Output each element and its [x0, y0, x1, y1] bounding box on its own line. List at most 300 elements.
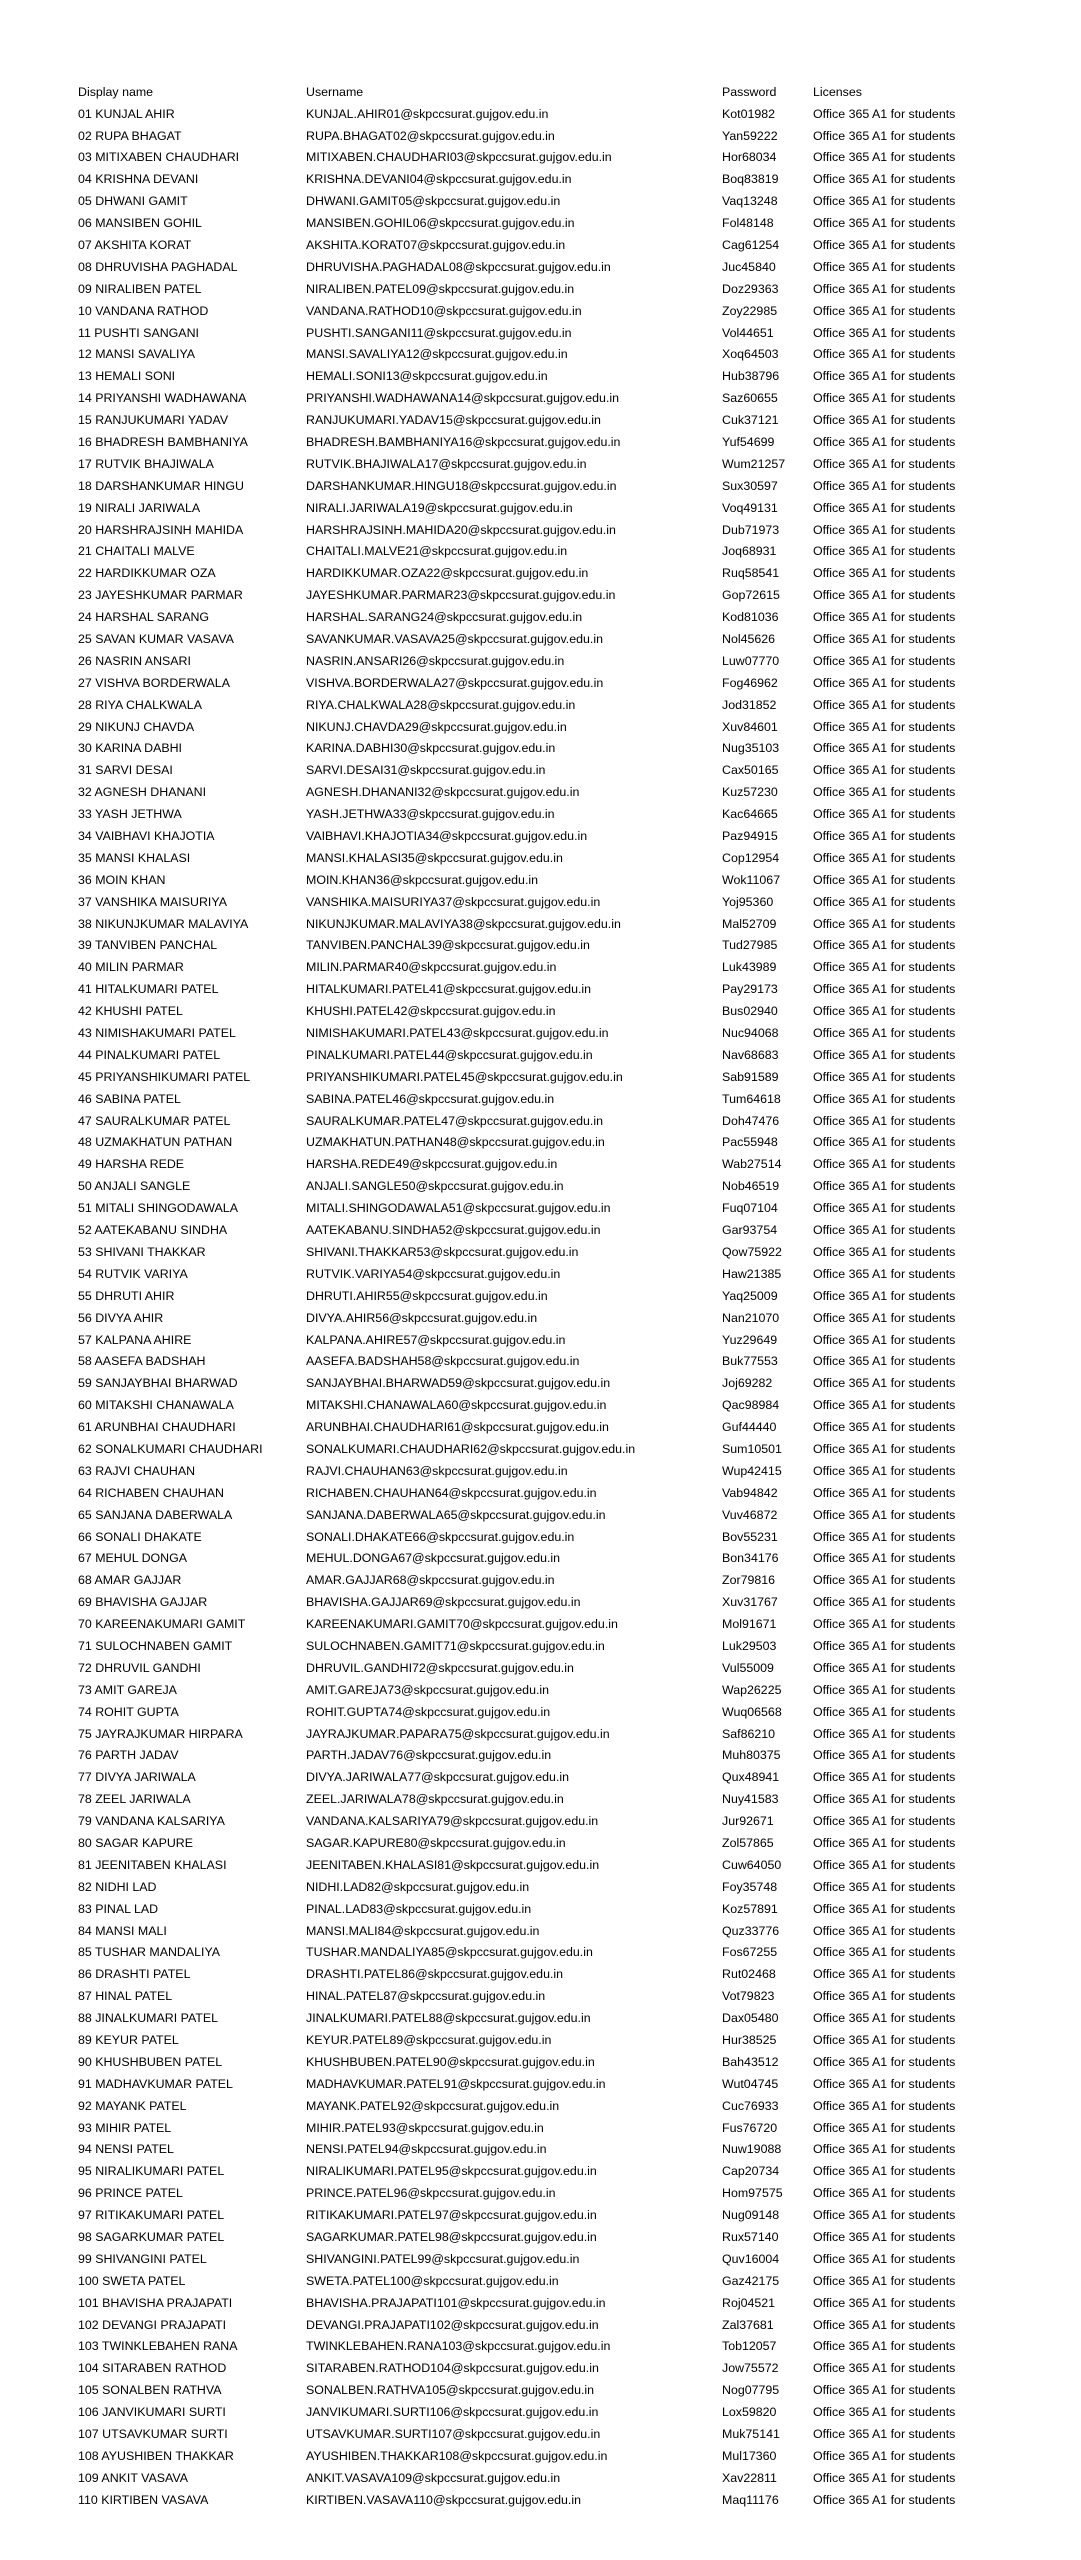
password-cell: Luk29503	[722, 1638, 777, 1653]
display-name-cell: 82 NIDHI LAD	[78, 1879, 157, 1894]
table-row	[78, 891, 1013, 913]
table-row	[78, 519, 1013, 541]
table-row	[78, 1285, 1013, 1307]
password-cell: Hub38796	[722, 369, 780, 384]
table-row	[78, 2292, 1013, 2314]
password-cell: Vuv46872	[722, 1507, 778, 1522]
table-row	[78, 1219, 1013, 1241]
table-row	[78, 1438, 1013, 1460]
password-cell: Bus02940	[722, 1004, 778, 1019]
password-cell: Wup42415	[722, 1463, 782, 1478]
display-name-cell: 56 DIVYA AHIR	[78, 1310, 164, 1325]
password-cell: Nuc94068	[722, 1026, 779, 1041]
password-cell: Fus76720	[722, 2120, 778, 2135]
display-name-cell: 67 MEHUL DONGA	[78, 1551, 188, 1566]
username-cell: MIHIR.PATEL93@skpccsurat.gujgov.edu.in	[306, 2120, 544, 2135]
license-cell: Office 365 A1 for students	[813, 850, 956, 865]
license-cell: Office 365 A1 for students	[813, 610, 956, 625]
display-name-cell: 43 NIMISHAKUMARI PATEL	[78, 1026, 236, 1041]
table-row	[78, 1701, 1013, 1723]
password-cell: Pac55948	[722, 1135, 778, 1150]
username-cell: MANSI.SAVALIYA12@skpccsurat.gujgov.edu.in	[306, 347, 568, 362]
license-cell: Office 365 A1 for students	[813, 237, 956, 252]
display-name-cell: 13 HEMALI SONI	[78, 369, 176, 384]
display-name-cell: 61 ARUNBHAI CHAUDHARI	[78, 1420, 236, 1435]
table-row	[78, 2489, 1013, 2511]
password-cell: Cax50165	[722, 763, 779, 778]
username-cell: TANVIBEN.PANCHAL39@skpccsurat.gujgov.edu.in	[306, 938, 590, 953]
username-cell: TUSHAR.MANDALIYA85@skpccsurat.gujgov.edu.in	[306, 1945, 593, 1960]
password-cell: Fog46962	[722, 675, 778, 690]
username-cell: AGNESH.DHANANI32@skpccsurat.gujgov.edu.in	[306, 785, 580, 800]
password-cell: Juc45840	[722, 259, 776, 274]
table-row	[78, 760, 1013, 782]
license-cell: Office 365 A1 for students	[813, 566, 956, 581]
table-row	[78, 497, 1013, 519]
license-cell: Office 365 A1 for students	[813, 478, 956, 493]
table-row	[78, 2204, 1013, 2226]
display-name-cell: 86 DRASHTI PATEL	[78, 1967, 191, 1982]
password-cell: Lox59820	[722, 2405, 777, 2420]
display-name-cell: 84 MANSI MALI	[78, 1923, 167, 1938]
display-name-cell: 41 HITALKUMARI PATEL	[78, 982, 219, 997]
password-cell: Nan21070	[722, 1310, 780, 1325]
license-cell: Office 365 A1 for students	[813, 2076, 956, 2091]
password-cell: Kac64665	[722, 807, 778, 822]
display-name-cell: 103 TWINKLEBAHEN RANA	[78, 2339, 238, 2354]
username-cell: JAYESHKUMAR.PARMAR23@skpccsurat.gujgov.edu.in	[306, 588, 616, 603]
display-name-cell: 98 SAGARKUMAR PATEL	[78, 2230, 225, 2245]
license-cell: Office 365 A1 for students	[813, 1179, 956, 1194]
display-name-cell: 26 NASRIN ANSARI	[78, 653, 191, 668]
license-cell: Office 365 A1 for students	[813, 1792, 956, 1807]
username-cell: DEVANGI.PRAJAPATI102@skpccsurat.gujgov.edu.in	[306, 2317, 599, 2332]
table-row	[78, 169, 1013, 191]
display-name-cell: 72 DHRUVIL GANDHI	[78, 1660, 201, 1675]
password-cell: Nuw19088	[722, 2142, 782, 2157]
table-row	[78, 366, 1013, 388]
license-cell: Office 365 A1 for students	[813, 763, 956, 778]
username-cell: RAJVI.CHAUHAN63@skpccsurat.gujgov.edu.in	[306, 1463, 568, 1478]
license-cell: Office 365 A1 for students	[813, 1638, 956, 1653]
username-cell: ROHIT.GUPTA74@skpccsurat.gujgov.edu.in	[306, 1704, 551, 1719]
display-name-cell: 19 NIRALI JARIWALA	[78, 500, 201, 515]
license-cell: Office 365 A1 for students	[813, 1989, 956, 2004]
display-name-cell: 14 PRIYANSHI WADHAWANA	[78, 391, 247, 406]
table-row	[78, 2270, 1013, 2292]
display-name-cell: 22 HARDIKKUMAR OZA	[78, 566, 216, 581]
password-cell: Jow75572	[722, 2361, 779, 2376]
table-row	[78, 322, 1013, 344]
license-cell: Office 365 A1 for students	[813, 2470, 956, 2485]
license-cell: Office 365 A1 for students	[813, 697, 956, 712]
display-name-cell: 01 KUNJAL AHIR	[78, 106, 175, 121]
username-cell: SAGARKUMAR.PATEL98@skpccsurat.gujgov.edu.in	[306, 2230, 597, 2245]
table-row	[78, 1876, 1013, 1898]
table-row	[78, 2380, 1013, 2402]
license-cell: Office 365 A1 for students	[813, 938, 956, 953]
password-cell: Mul17360	[722, 2448, 777, 2463]
license-cell: Office 365 A1 for students	[813, 1923, 956, 1938]
password-cell: Nav68683	[722, 1047, 779, 1062]
display-name-cell: 36 MOIN KHAN	[78, 872, 166, 887]
password-cell: Vot79823	[722, 1989, 775, 2004]
license-cell: Office 365 A1 for students	[813, 1814, 956, 1829]
license-cell: Office 365 A1 for students	[813, 1047, 956, 1062]
password-cell: Vaq13248	[722, 194, 778, 209]
username-cell: MADHAVKUMAR.PATEL91@skpccsurat.gujgov.edu.in	[306, 2076, 606, 2091]
username-cell: CHAITALI.MALVE21@skpccsurat.gujgov.edu.in	[306, 544, 568, 559]
display-name-cell: 15 RANJUKUMARI YADAV	[78, 413, 229, 428]
password-cell: Tob12057	[722, 2339, 777, 2354]
table-row	[78, 2445, 1013, 2467]
table-row	[78, 2073, 1013, 2095]
password-cell: Muk75141	[722, 2427, 780, 2442]
password-cell: Vul55009	[722, 1660, 774, 1675]
license-cell: Office 365 A1 for students	[813, 1507, 956, 1522]
license-cell: Office 365 A1 for students	[813, 1201, 956, 1216]
license-cell: Office 365 A1 for students	[813, 544, 956, 559]
password-cell: Saf86210	[722, 1726, 776, 1741]
display-name-cell: 79 VANDANA KALSARIYA	[78, 1814, 225, 1829]
display-name-cell: 24 HARSHAL SARANG	[78, 610, 210, 625]
username-cell: DARSHANKUMAR.HINGU18@skpccsurat.gujgov.edu.in	[306, 478, 617, 493]
display-name-cell: 99 SHIVANGINI PATEL	[78, 2251, 207, 2266]
license-cell: Office 365 A1 for students	[813, 194, 956, 209]
display-name-cell: 31 SARVI DESAI	[78, 763, 173, 778]
password-cell: Cop12954	[722, 850, 780, 865]
password-cell: Cag61254	[722, 237, 780, 252]
display-name-cell: 34 VAIBHAVI KHAJOTIA	[78, 829, 215, 844]
license-cell: Office 365 A1 for students	[813, 369, 956, 384]
license-cell: Office 365 A1 for students	[813, 1748, 956, 1763]
display-name-cell: 50 ANJALI SANGLE	[78, 1179, 191, 1194]
password-cell: Buk77553	[722, 1354, 778, 1369]
license-cell: Office 365 A1 for students	[813, 2251, 956, 2266]
license-cell: Office 365 A1 for students	[813, 894, 956, 909]
username-cell: VANSHIKA.MAISURIYA37@skpccsurat.gujgov.edu.in	[306, 894, 601, 909]
display-name-cell: 93 MIHIR PATEL	[78, 2120, 172, 2135]
password-cell: Doz29363	[722, 281, 779, 296]
table-row	[78, 2423, 1013, 2445]
table-row	[78, 563, 1013, 585]
display-name-cell: 81 JEENITABEN KHALASI	[78, 1857, 227, 1872]
license-cell: Office 365 A1 for students	[813, 982, 956, 997]
display-name-cell: 89 KEYUR PATEL	[78, 2033, 179, 2047]
password-cell: Gar93754	[722, 1223, 778, 1238]
license-cell: Office 365 A1 for students	[813, 741, 956, 756]
display-name-cell: 37 VANSHIKA MAISURIYA	[78, 894, 227, 909]
password-cell: Hur38525	[722, 2033, 777, 2047]
display-name-cell: 85 TUSHAR MANDALIYA	[78, 1945, 221, 1960]
license-cell: Office 365 A1 for students	[813, 1069, 956, 1084]
username-cell: NIDHI.LAD82@skpccsurat.gujgov.edu.in	[306, 1879, 530, 1894]
table-row	[78, 694, 1013, 716]
table-row	[78, 2051, 1013, 2073]
display-name-cell: 48 UZMAKHATUN PATHAN	[78, 1135, 233, 1150]
display-name-cell: 52 AATEKABANU SINDHA	[78, 1223, 228, 1238]
password-cell: Nug09148	[722, 2208, 780, 2223]
table-row	[78, 1898, 1013, 1920]
password-cell: Xav22811	[722, 2470, 777, 2485]
license-cell: Office 365 A1 for students	[813, 172, 956, 187]
table-row	[78, 913, 1013, 935]
display-name-cell: 02 RUPA BHAGAT	[78, 128, 182, 143]
table-row	[78, 584, 1013, 606]
username-cell: PINAL.LAD83@skpccsurat.gujgov.edu.in	[306, 1901, 532, 1916]
table-row	[78, 650, 1013, 672]
header-row	[78, 81, 1013, 103]
display-name-cell: 90 KHUSHBUBEN PATEL	[78, 2054, 223, 2069]
username-cell: KIRTIBEN.VASAVA110@skpccsurat.gujgov.edu.in	[306, 2492, 581, 2507]
license-cell: Office 365 A1 for students	[813, 1332, 956, 1347]
table-row	[78, 1132, 1013, 1154]
license-cell: Office 365 A1 for students	[813, 391, 956, 406]
password-cell: Voq49131	[722, 500, 778, 515]
table-row	[78, 1066, 1013, 1088]
username-cell: PRIYANSHI.WADHAWANA14@skpccsurat.gujgov.edu.in	[306, 391, 620, 406]
table-row	[78, 387, 1013, 409]
display-name-cell: 101 BHAVISHA PRAJAPATI	[78, 2295, 233, 2310]
table-row	[78, 125, 1013, 147]
username-cell: BHAVISHA.GAJJAR69@skpccsurat.gujgov.edu.in	[306, 1595, 581, 1610]
table-row	[78, 1613, 1013, 1635]
table-row	[78, 957, 1013, 979]
licenses-header: Licenses	[813, 84, 862, 99]
license-cell: Office 365 A1 for students	[813, 413, 956, 428]
table-row	[78, 103, 1013, 125]
table-row	[78, 869, 1013, 891]
display-name-cell: 44 PINALKUMARI PATEL	[78, 1047, 221, 1062]
display-name-cell: 73 AMIT GAREJA	[78, 1682, 177, 1697]
display-name-cell: 94 NENSI PATEL	[78, 2142, 174, 2157]
table-row	[78, 1416, 1013, 1438]
display-name-cell: 20 HARSHRAJSINH MAHIDA	[78, 522, 244, 537]
password-cell: Qux48941	[722, 1770, 780, 1785]
display-name-cell: 42 KHUSHI PATEL	[78, 1004, 183, 1019]
license-cell: Office 365 A1 for students	[813, 1244, 956, 1259]
password-cell: Nol45626	[722, 632, 776, 646]
display-name-cell: 62 SONALKUMARI CHAUDHARI	[78, 1441, 263, 1456]
display-name-cell: 06 MANSIBEN GOHIL	[78, 216, 202, 231]
table-row	[78, 2314, 1013, 2336]
license-cell: Office 365 A1 for students	[813, 2011, 956, 2026]
license-cell: Office 365 A1 for students	[813, 2230, 956, 2245]
display-name-cell: 91 MADHAVKUMAR PATEL	[78, 2076, 233, 2091]
username-cell: MANSI.MALI84@skpccsurat.gujgov.edu.in	[306, 1923, 540, 1938]
password-cell: Zoy22985	[722, 303, 778, 318]
password-cell: Wut04745	[722, 2076, 779, 2091]
username-cell: RICHABEN.CHAUHAN64@skpccsurat.gujgov.edu.in	[306, 1485, 597, 1500]
password-cell: Roj04521	[722, 2295, 776, 2310]
license-cell: Office 365 A1 for students	[813, 632, 956, 646]
password-cell: Boq83819	[722, 172, 779, 187]
username-cell: ARUNBHAI.CHAUDHARI61@skpccsurat.gujgov.edu.in	[306, 1420, 609, 1435]
table-row	[78, 606, 1013, 628]
license-cell: Office 365 A1 for students	[813, 960, 956, 975]
display-name-cell: 74 ROHIT GUPTA	[78, 1704, 179, 1719]
password-cell: Kuz57230	[722, 785, 778, 800]
username-cell: MANSIBEN.GOHIL06@skpccsurat.gujgov.edu.in	[306, 216, 575, 231]
password-cell: Wab27514	[722, 1157, 782, 1172]
display-name-cell: 78 ZEEL JARIWALA	[78, 1792, 191, 1807]
username-cell: KUNJAL.AHIR01@skpccsurat.gujgov.edu.in	[306, 106, 549, 121]
license-cell: Office 365 A1 for students	[813, 1441, 956, 1456]
license-cell: Office 365 A1 for students	[813, 2339, 956, 2354]
table-row	[78, 1044, 1013, 1066]
display-name-cell: 12 MANSI SAVALIYA	[78, 347, 196, 362]
license-cell: Office 365 A1 for students	[813, 434, 956, 449]
username-cell: NENSI.PATEL94@skpccsurat.gujgov.edu.in	[306, 2142, 547, 2157]
license-cell: Office 365 A1 for students	[813, 2098, 956, 2113]
password-cell: Bov55231	[722, 1529, 778, 1544]
display-name-cell: 88 JINALKUMARI PATEL	[78, 2011, 219, 2026]
username-cell: KHUSHBUBEN.PATEL90@skpccsurat.gujgov.edu.in	[306, 2054, 595, 2069]
password-cell: Guf44440	[722, 1420, 777, 1435]
username-cell: RIYA.CHALKWALA28@skpccsurat.gujgov.edu.in	[306, 697, 576, 712]
password-cell: Jod31852	[722, 697, 777, 712]
table-row	[78, 1723, 1013, 1745]
display-name-cell: 60 MITAKSHI CHANAWALA	[78, 1398, 234, 1413]
username-cell: UZMAKHATUN.PATHAN48@skpccsurat.gujgov.edu.in	[306, 1135, 605, 1150]
display-name-header: Display name	[78, 84, 154, 99]
table-row	[78, 1241, 1013, 1263]
username-cell: MILIN.PARMAR40@skpccsurat.gujgov.edu.in	[306, 960, 557, 975]
license-cell: Office 365 A1 for students	[813, 1573, 956, 1588]
password-cell: Muh80375	[722, 1748, 781, 1763]
license-cell: Office 365 A1 for students	[813, 1376, 956, 1391]
table-row	[78, 1022, 1013, 1044]
table-row	[78, 1263, 1013, 1285]
username-cell: TWINKLEBAHEN.RANA103@skpccsurat.gujgov.edu.in	[306, 2339, 611, 2354]
username-cell: MITALI.SHINGODAWALA51@skpccsurat.gujgov.edu.in	[306, 1201, 611, 1216]
password-cell: Joj69282	[722, 1376, 773, 1391]
username-cell: KALPANA.AHIRE57@skpccsurat.gujgov.edu.in	[306, 1332, 566, 1347]
display-name-cell: 69 BHAVISHA GAJJAR	[78, 1595, 208, 1610]
license-cell: Office 365 A1 for students	[813, 2448, 956, 2463]
display-name-cell: 95 NIRALIKUMARI PATEL	[78, 2164, 225, 2179]
display-name-cell: 65 SANJANA DABERWALA	[78, 1507, 233, 1522]
license-cell: Office 365 A1 for students	[813, 1726, 956, 1741]
username-cell: UTSAVKUMAR.SURTI107@skpccsurat.gujgov.edu.in	[306, 2427, 601, 2442]
display-name-cell: 35 MANSI KHALASI	[78, 850, 191, 865]
username-cell: ZEEL.JARIWALA78@skpccsurat.gujgov.edu.in	[306, 1792, 564, 1807]
table-row	[78, 300, 1013, 322]
password-header: Password	[722, 84, 777, 99]
display-name-cell: 38 NIKUNJKUMAR MALAVIYA	[78, 916, 249, 931]
password-cell: Quz33776	[722, 1923, 780, 1938]
display-name-cell: 87 HINAL PATEL	[78, 1989, 173, 2004]
table-row	[78, 2007, 1013, 2029]
license-cell: Office 365 A1 for students	[813, 1967, 956, 1982]
table-body	[78, 103, 1013, 2511]
license-cell: Office 365 A1 for students	[813, 281, 956, 296]
table-row	[78, 1504, 1013, 1526]
table-row	[78, 2226, 1013, 2248]
username-cell: AMIT.GAREJA73@skpccsurat.gujgov.edu.in	[306, 1682, 550, 1697]
display-name-cell: 66 SONALI DHAKATE	[78, 1529, 202, 1544]
display-name-cell: 106 JANVIKUMARI SURTI	[78, 2405, 226, 2420]
display-name-cell: 77 DIVYA JARIWALA	[78, 1770, 196, 1785]
table-row	[78, 431, 1013, 453]
username-cell: SABINA.PATEL46@skpccsurat.gujgov.edu.in	[306, 1091, 555, 1106]
license-cell: Office 365 A1 for students	[813, 1135, 956, 1150]
username-cell: JANVIKUMARI.SURTI106@skpccsurat.gujgov.edu.in	[306, 2405, 599, 2420]
display-name-cell: 17 RUTVIK BHAJIWALA	[78, 456, 214, 471]
password-cell: Kod81036	[722, 610, 779, 625]
display-name-cell: 105 SONALBEN RATHVA	[78, 2383, 222, 2398]
table-row	[78, 1000, 1013, 1022]
password-cell: Luk43989	[722, 960, 777, 975]
table-row	[78, 1635, 1013, 1657]
table-row	[78, 1964, 1013, 1986]
license-cell: Office 365 A1 for students	[813, 2273, 956, 2288]
password-cell: Pay29173	[722, 982, 778, 997]
display-name-cell: 16 BHADRESH BAMBHANIYA	[78, 434, 248, 449]
username-cell: JAYRAJKUMAR.PAPARA75@skpccsurat.gujgov.edu.in	[306, 1726, 610, 1741]
license-cell: Office 365 A1 for students	[813, 347, 956, 362]
username-cell: RITIKAKUMARI.PATEL97@skpccsurat.gujgov.edu.in	[306, 2208, 597, 2223]
username-cell: AASEFA.BADSHAH58@skpccsurat.gujgov.edu.in	[306, 1354, 580, 1369]
username-cell: ANKIT.VASAVA109@skpccsurat.gujgov.edu.in	[306, 2470, 561, 2485]
password-cell: Cuw64050	[722, 1857, 782, 1872]
table-row	[78, 1460, 1013, 1482]
license-cell: Office 365 A1 for students	[813, 2361, 956, 2376]
password-cell: Wuq06568	[722, 1704, 782, 1719]
password-cell: Mol91671	[722, 1617, 777, 1632]
license-cell: Office 365 A1 for students	[813, 807, 956, 822]
username-cell: SITARABEN.RATHOD104@skpccsurat.gujgov.edu.in	[306, 2361, 599, 2376]
username-cell: SAURALKUMAR.PATEL47@skpccsurat.gujgov.edu.in	[306, 1113, 603, 1128]
username-cell: SAGAR.KAPURE80@skpccsurat.gujgov.edu.in	[306, 1835, 566, 1850]
password-cell: Qac98984	[722, 1398, 780, 1413]
table-row	[78, 1788, 1013, 1810]
license-cell: Office 365 A1 for students	[813, 1113, 956, 1128]
license-cell: Office 365 A1 for students	[813, 916, 956, 931]
password-cell: Xuv84601	[722, 719, 778, 734]
table-row	[78, 1526, 1013, 1548]
table-row	[78, 409, 1013, 431]
table-row	[78, 147, 1013, 169]
license-cell: Office 365 A1 for students	[813, 1595, 956, 1610]
display-name-cell: 28 RIYA CHALKWALA	[78, 697, 202, 712]
table-row	[78, 1591, 1013, 1613]
username-cell: MOIN.KHAN36@skpccsurat.gujgov.edu.in	[306, 872, 539, 887]
table-row	[78, 716, 1013, 738]
license-cell: Office 365 A1 for students	[813, 1857, 956, 1872]
display-name-cell: 58 AASEFA BADSHAH	[78, 1354, 206, 1369]
table-row	[78, 1110, 1013, 1132]
table-row	[78, 1351, 1013, 1373]
display-name-cell: 27 VISHVA BORDERWALA	[78, 675, 230, 690]
display-name-cell: 53 SHIVANI THAKKAR	[78, 1244, 206, 1259]
license-cell: Office 365 A1 for students	[813, 1485, 956, 1500]
display-name-cell: 04 KRISHNA DEVANI	[78, 172, 199, 187]
table-row	[78, 1832, 1013, 1854]
license-cell: Office 365 A1 for students	[813, 1026, 956, 1041]
username-cell: NIRALI.JARIWALA19@skpccsurat.gujgov.edu.in	[306, 500, 573, 515]
display-name-cell: 57 KALPANA AHIRE	[78, 1332, 192, 1347]
password-cell: Vab94842	[722, 1485, 778, 1500]
password-cell: Gaz42175	[722, 2273, 780, 2288]
license-cell: Office 365 A1 for students	[813, 1354, 956, 1369]
table-row	[78, 344, 1013, 366]
display-name-cell: 30 KARINA DABHI	[78, 741, 182, 756]
license-cell: Office 365 A1 for students	[813, 675, 956, 690]
display-name-cell: 110 KIRTIBEN VASAVA	[78, 2492, 209, 2507]
password-cell: Xuv31767	[722, 1595, 778, 1610]
username-cell: HARSHAL.SARANG24@skpccsurat.gujgov.edu.in	[306, 610, 583, 625]
